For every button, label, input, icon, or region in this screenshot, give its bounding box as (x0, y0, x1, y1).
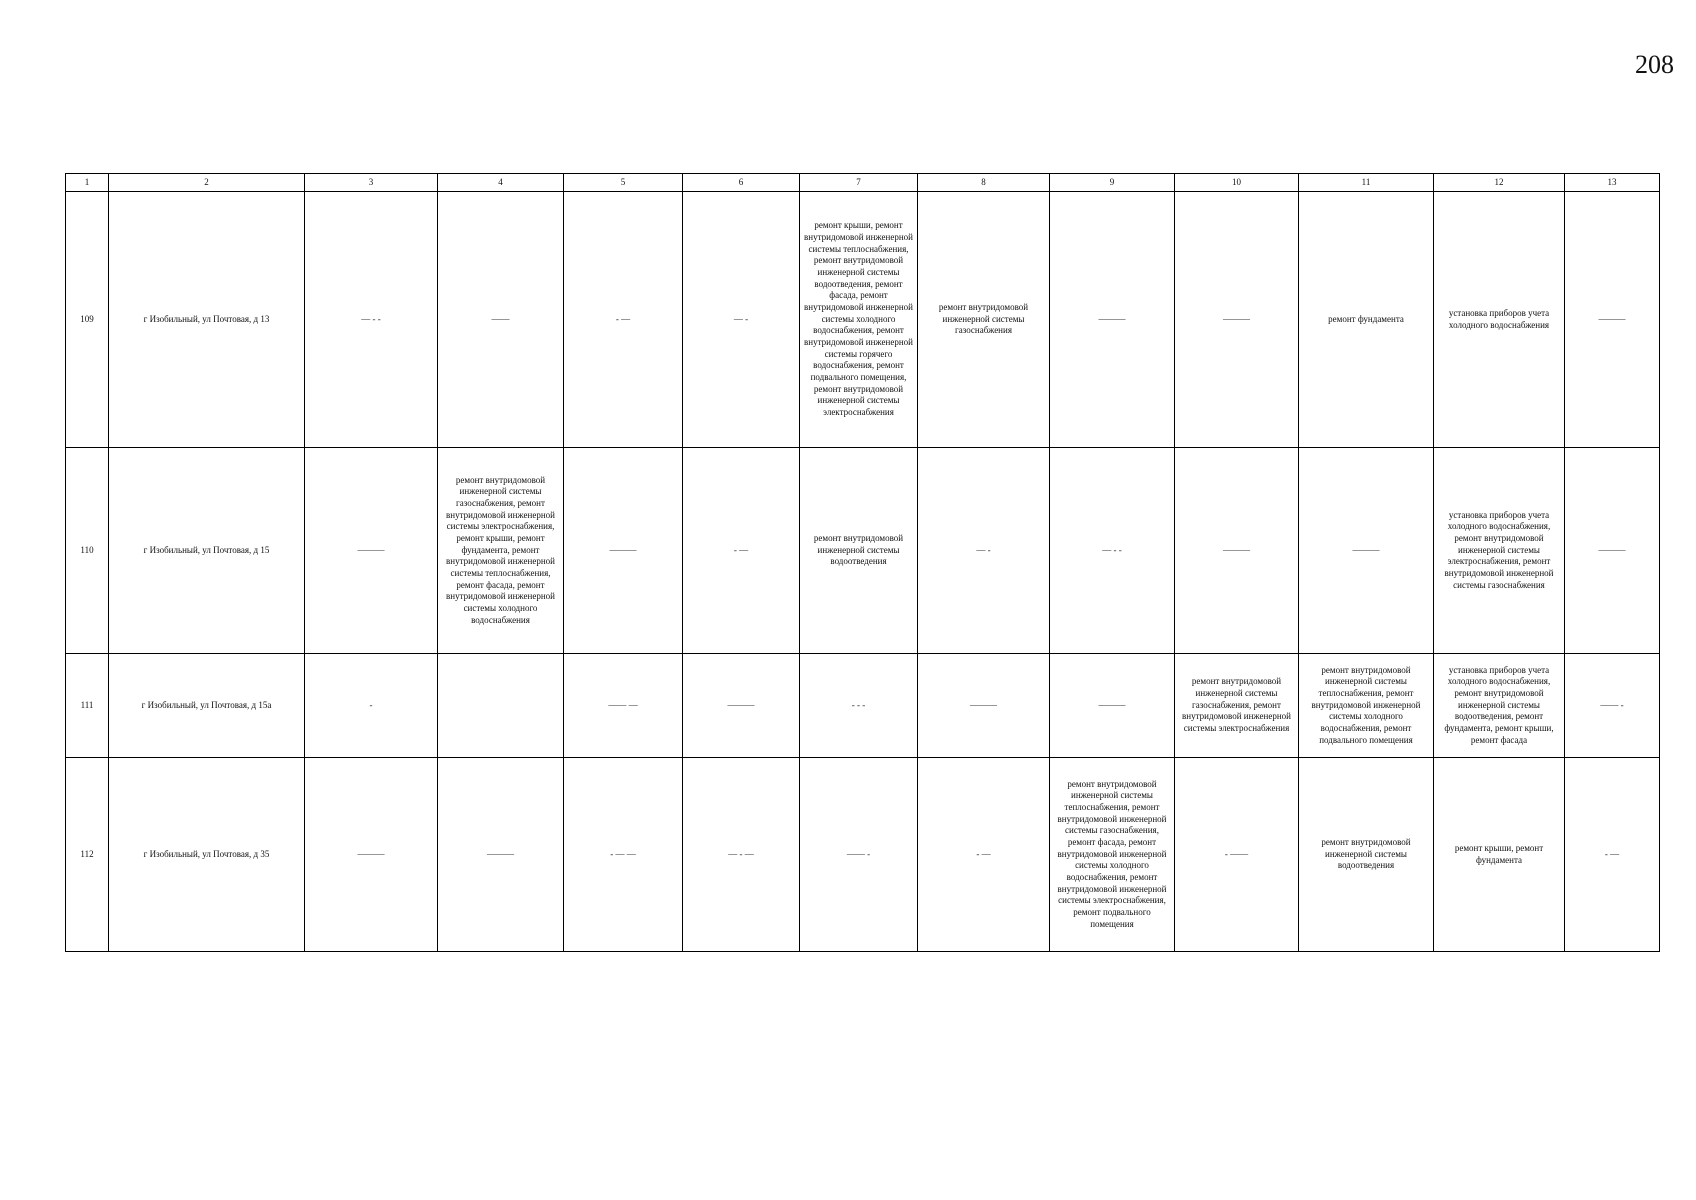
address-cell: г Изобильный, ул Почтовая, д 13 (109, 192, 305, 448)
table-body (66, 192, 1660, 952)
empty-dash-cell: - — (918, 758, 1050, 952)
row-number-cell: 111 (66, 654, 109, 758)
column-number-6: 6 (683, 174, 800, 192)
empty-dash-cell: ——— (305, 758, 438, 952)
work-type-cell: установка приборов учета холодного водоснабжения, ремонт внутридомовой инженерной системы электроснабжения, ремонт внутридомовой инженерной системы газоснабжения (1434, 448, 1565, 654)
empty-dash-cell: — - (683, 192, 800, 448)
empty-dash-cell: ——— (1175, 448, 1299, 654)
empty-dash-cell: - — (1565, 758, 1660, 952)
work-type-cell: установка приборов учета холодного водоснабжения, ремонт внутридомовой инженерной системы водоотведения, ремонт фундамента, ремонт крыши, ремонт фасада (1434, 654, 1565, 758)
empty-dash-cell: —— — (564, 654, 683, 758)
column-number-10: 10 (1175, 174, 1299, 192)
empty-dash-cell: ——— (1050, 654, 1175, 758)
empty-dash-cell: ——— (564, 448, 683, 654)
empty-dash-cell: ——— (1565, 192, 1660, 448)
column-number-11: 11 (1299, 174, 1434, 192)
table-row (66, 758, 1660, 952)
address-cell: г Изобильный, ул Почтовая, д 15 (109, 448, 305, 654)
empty-dash-cell: — - - (305, 192, 438, 448)
column-number-2: 2 (109, 174, 305, 192)
table-row (66, 192, 1660, 448)
row-number-cell: 112 (66, 758, 109, 952)
work-type-cell: ремонт фундамента (1299, 192, 1434, 448)
column-number-12: 12 (1434, 174, 1565, 192)
empty-dash-cell (438, 654, 564, 758)
work-type-cell: ремонт внутридомовой инженерной системы водоотведения (800, 448, 918, 654)
column-number-1: 1 (66, 174, 109, 192)
work-type-cell: ремонт внутридомовой инженерной системы теплоснабжения, ремонт внутридомовой инженерной системы холодного водоснабжения, ремонт подвального помещения (1299, 654, 1434, 758)
empty-dash-cell: ——— (438, 758, 564, 952)
row-number-cell: 110 (66, 448, 109, 654)
work-type-cell: ремонт внутридомовой инженерной системы газоснабжения (918, 192, 1050, 448)
column-number-7: 7 (800, 174, 918, 192)
empty-dash-cell: ——— (1299, 448, 1434, 654)
table-row (66, 654, 1660, 758)
empty-dash-cell: —— - (1565, 654, 1660, 758)
column-number-row (66, 174, 1660, 192)
empty-dash-cell: — - - (1050, 448, 1175, 654)
empty-dash-cell: ——— (1565, 448, 1660, 654)
address-cell: г Изобильный, ул Почтовая, д 15а (109, 654, 305, 758)
column-number-8: 8 (918, 174, 1050, 192)
empty-dash-cell: - — — (564, 758, 683, 952)
empty-dash-cell: - (305, 654, 438, 758)
empty-dash-cell: - — (564, 192, 683, 448)
empty-dash-cell: - —— (1175, 758, 1299, 952)
empty-dash-cell: - - - (800, 654, 918, 758)
empty-dash-cell: —— (438, 192, 564, 448)
empty-dash-cell: — - (918, 448, 1050, 654)
empty-dash-cell: ——— (305, 448, 438, 654)
work-type-cell: ремонт внутридомовой инженерной системы газоснабжения, ремонт внутридомовой инженерной системы электроснабжения (1175, 654, 1299, 758)
row-number-cell: 109 (66, 192, 109, 448)
empty-dash-cell: ——— (918, 654, 1050, 758)
work-type-cell: ремонт крыши, ремонт внутридомовой инженерной системы теплоснабжения, ремонт внутридомовой инженерной системы водоотведения, ремонт фасада, ремонт внутридомовой инженерной системы холодного водоснабжения, ремонт внутридомовой инженерной системы горячего водоснабжения, ремонт подвального помещения, ремонт внутридомовой инженерной системы электроснабжения (800, 192, 918, 448)
column-number-9: 9 (1050, 174, 1175, 192)
work-type-cell: ремонт внутридомовой инженерной системы водоотведения (1299, 758, 1434, 952)
empty-dash-cell: ——— (1175, 192, 1299, 448)
work-type-cell: установка приборов учета холодного водоснабжения (1434, 192, 1565, 448)
empty-dash-cell: ——— (683, 654, 800, 758)
column-number-4: 4 (438, 174, 564, 192)
column-number-13: 13 (1565, 174, 1660, 192)
empty-dash-cell: - — (683, 448, 800, 654)
capital-repair-table (65, 173, 1660, 952)
work-type-cell: ремонт внутридомовой инженерной системы теплоснабжения, ремонт внутридомовой инженерной системы газоснабжения, ремонт фасада, ремонт внутридомовой инженерной системы холодного водоснабжения, ремонт внутридомовой инженерной системы электроснабжения, ремонт подвального помещения (1050, 758, 1175, 952)
empty-dash-cell: —— - (800, 758, 918, 952)
empty-dash-cell: — - — (683, 758, 800, 952)
work-type-cell: ремонт крыши, ремонт фундамента (1434, 758, 1565, 952)
address-cell: г Изобильный, ул Почтовая, д 35 (109, 758, 305, 952)
column-number-3: 3 (305, 174, 438, 192)
work-type-cell: ремонт внутридомовой инженерной системы газоснабжения, ремонт внутридомовой инженерной системы электроснабжения, ремонт крыши, ремонт фундамента, ремонт внутридомовой инженерной системы теплоснабжения, ремонт фасада, ремонт внутридомовой инженерной системы холодного водоснабжения (438, 448, 564, 654)
page-number: 208 (1635, 50, 1674, 79)
column-number-5: 5 (564, 174, 683, 192)
table-row (66, 448, 1660, 654)
empty-dash-cell: ——— (1050, 192, 1175, 448)
